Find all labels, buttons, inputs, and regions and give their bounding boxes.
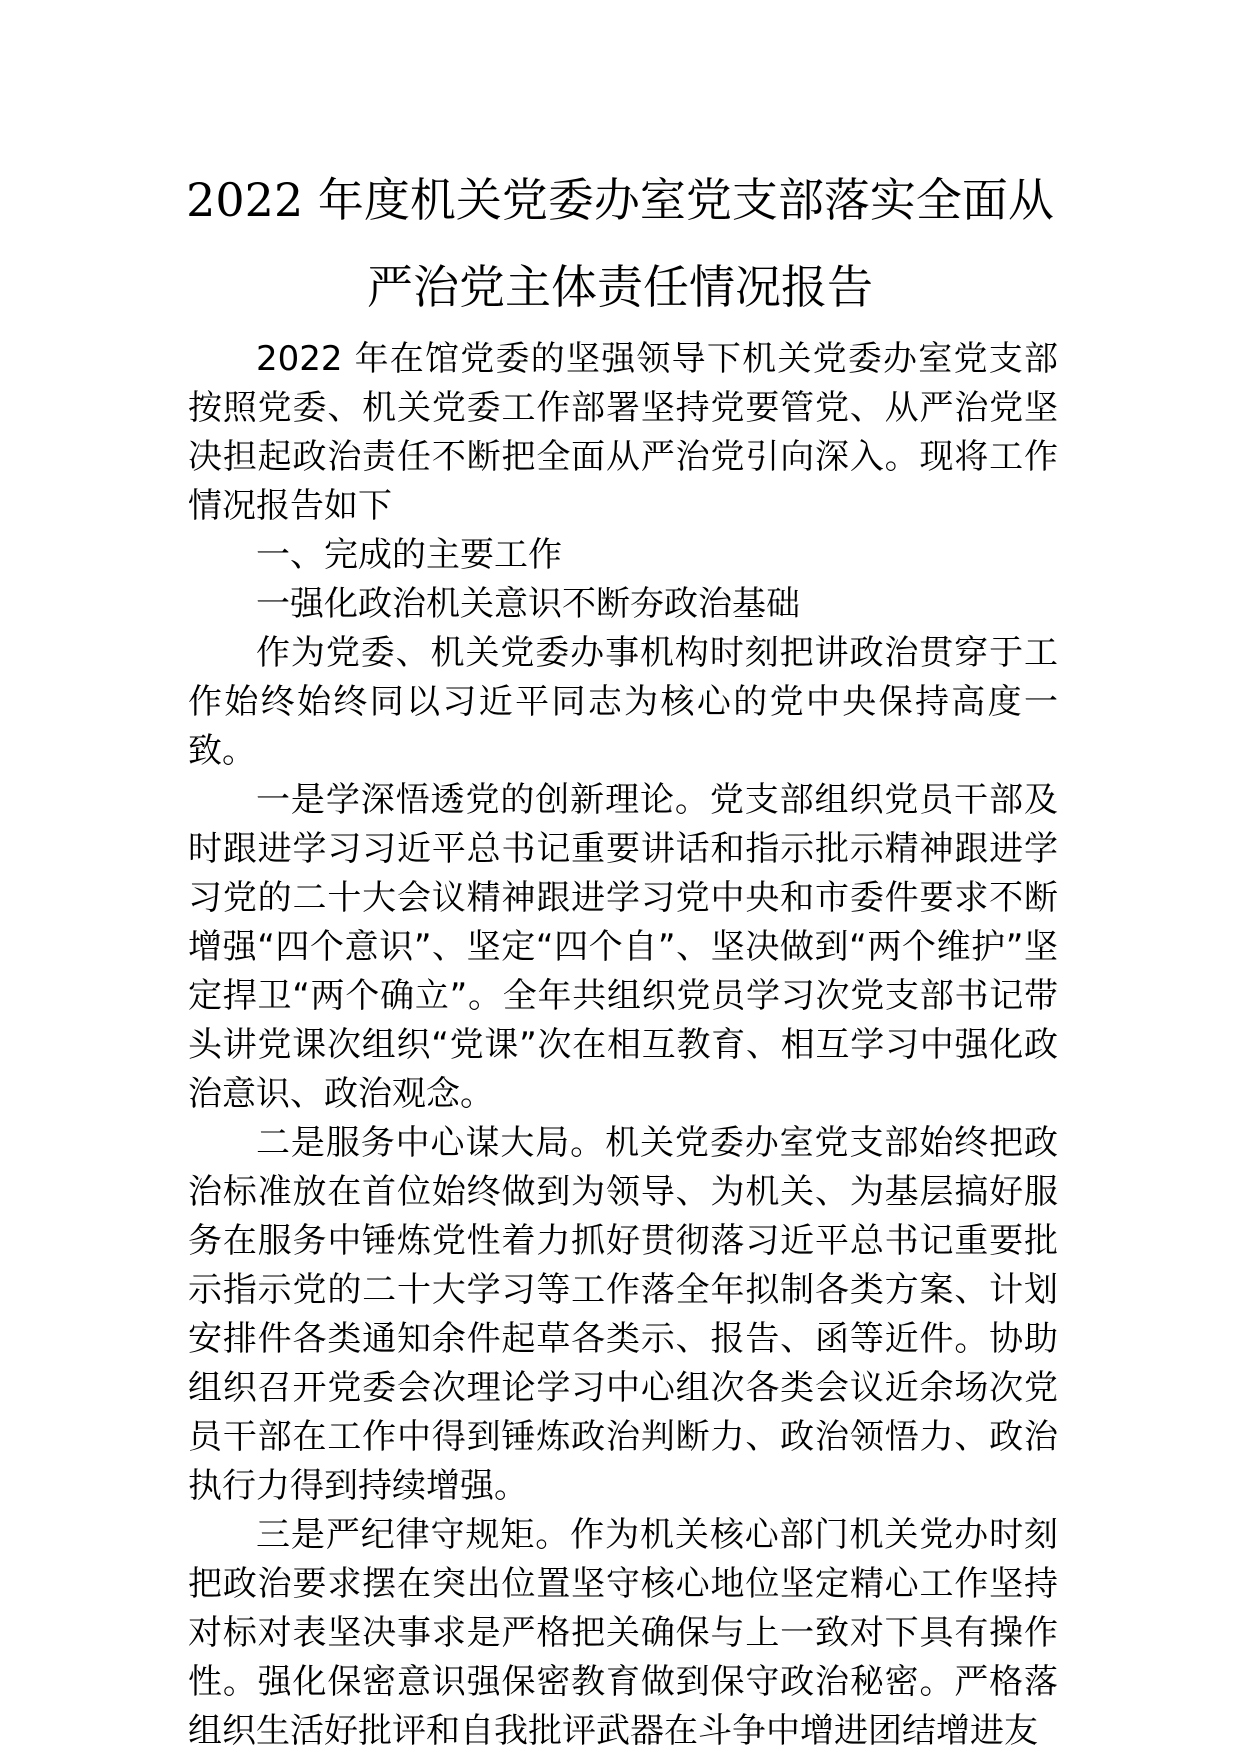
discipline-paragraph: 三是严纪律守规矩。作为机关核心部门机关党办时刻把政治要求摆在突出位置坚守核心地位坚定精心工作坚持对标对表坚决事求是严格把关确保与上一致对下具有操作性。强化保密意识强保密教育做到保守政治秘密。严格落组织生活好批评和自我批评武器在斗争中增进团结增进友 xyxy=(188,1515,1058,1751)
subsection1-heading: 一强化政治机关意识不断夯政治基础 xyxy=(256,584,800,624)
document-body xyxy=(188,335,1058,1756)
intro-paragraph: 2022 年在馆党委的坚强领导下机关党委办室党支部按照党委、机关党委工作部署坚持党要管党、从严治党坚决担起政治责任不断把全面从严治党引向深入。现将工作情况报告如下 xyxy=(188,339,1058,526)
role-paragraph: 作为党委、机关党委办事机构时刻把讲政治贯穿于工作始终始终同以习近平同志为核心的党中央保持高度一致。 xyxy=(188,633,1058,771)
section1-heading: 一、完成的主要工作 xyxy=(256,535,562,575)
document-title-line1: 2022 年度机关党委办室党支部落实全面从 xyxy=(186,173,1054,227)
service-paragraph: 二是服务中心谋大局。机关党委办室党支部始终把政治标准放在首位始终做到为领导、为机关、为基层搞好服务在服务中锤炼党性着力抓好贯彻落习近平总书记重要批示指示党的二十大学习等工作落全年拟制各类方案、计划安排件各类通知余件起草各类示、报告、函等近件。协助组织召开党委会次理论学习中心组次各类会议近余场次党员干部在工作中得到锤炼政治判断力、政治领悟力、政治执行力得到持续增强。 xyxy=(188,1123,1058,1506)
study-paragraph: 一是学深悟透党的创新理论。党支部组织党员干部及时跟进学习习近平总书记重要讲话和指示批示精神跟进学习党的二十大会议精神跟进学习党中央和市委件要求不断增强“四个意识”、坚定“四个自”、坚决做到“两个维护”坚定捍卫“两个确立”。全年共组织党员学习次党支部书记带头讲党课次组织“党课”次在相互教育、相互学习中强化政治意识、政治观念。 xyxy=(188,780,1058,1114)
document-title-line2: 严治党主体责任情况报告 xyxy=(367,260,873,314)
